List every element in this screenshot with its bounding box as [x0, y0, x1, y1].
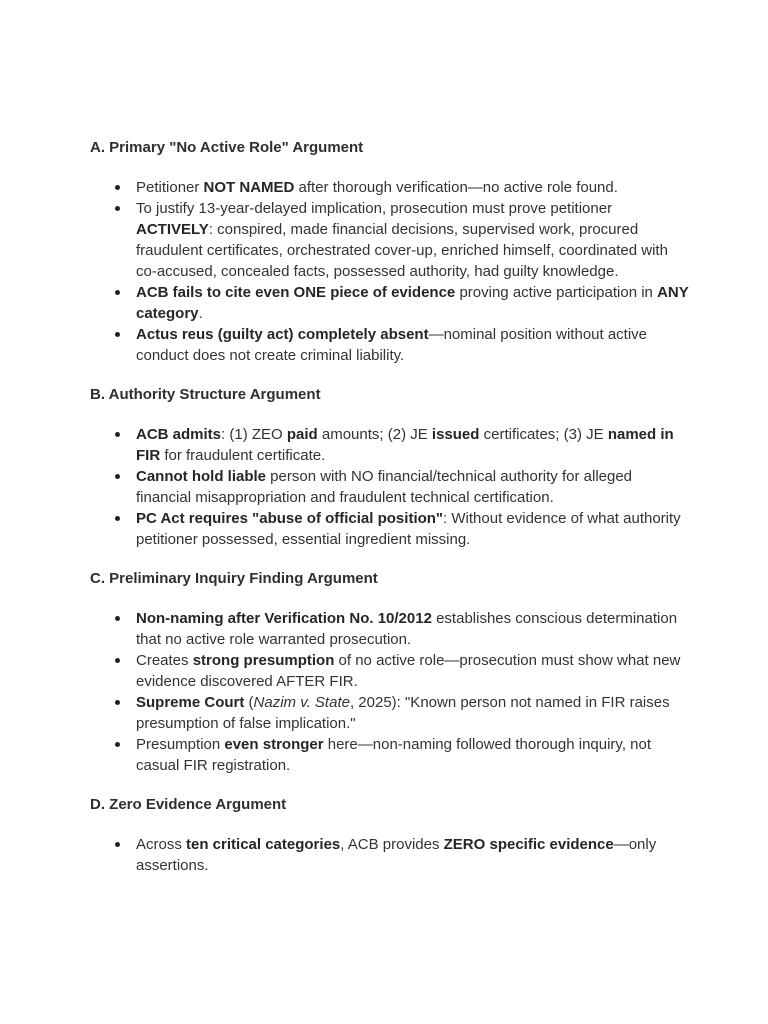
bullet-list [90, 834, 690, 876]
run: of no active role—prosecution must show what new evidence discovered AFTER FIR. [136, 652, 681, 690]
list-item [90, 834, 690, 876]
run: : (1) ZEO [221, 426, 287, 443]
section-b [90, 385, 690, 550]
italic-run: Nazim v. State [253, 694, 350, 711]
list-item [90, 177, 690, 198]
bullet-list [90, 608, 690, 776]
run: establishes conscious determination that no active role warranted prosecution. [136, 610, 678, 648]
section-heading: C. Preliminary Inquiry Finding Argument [90, 570, 378, 587]
bold-run: even stronger [224, 736, 324, 753]
list-item [90, 508, 690, 550]
run: certificates; (3) JE [479, 426, 608, 443]
run: here—non-naming followed thorough inquiry, not casual FIR registration. [136, 736, 651, 774]
bold-run: NOT NAMED [203, 179, 295, 196]
list-item [90, 650, 690, 692]
bold-run: Actus reus (guilty act) completely absent [136, 326, 429, 343]
bold-run: ten critical categories [186, 836, 341, 853]
run: for fraudulent certificate. [160, 447, 326, 464]
list-item [90, 692, 690, 734]
run: ( [244, 694, 254, 711]
bold-run: Non-naming after Verification No. 10/2012 [136, 610, 432, 627]
bold-run: Supreme Court [136, 694, 245, 711]
list-item [90, 466, 690, 508]
bullet-list [90, 424, 690, 550]
list-item [90, 324, 690, 366]
run: : conspired, made financial decisions, supervised work, procured fraudulent certificates, orchestrated cover-up, enriched himself, coordinated with co-accused, concealed facts, possessed authority, had guilty knowledge. [136, 221, 668, 280]
list-item [90, 424, 690, 466]
run: —only assertions. [136, 836, 657, 874]
run: : Without evidence of what authority petitioner possessed, essential ingredient missing. [136, 510, 681, 548]
bold-run: ZERO specific evidence [443, 836, 614, 853]
run: Petitioner [136, 179, 204, 196]
bold-run: ACB fails to cite even ONE piece of evidence [136, 284, 456, 301]
section-c [90, 569, 690, 776]
list-item [90, 198, 690, 282]
bold-run: ACTIVELY [136, 221, 209, 238]
run: Creates [136, 652, 193, 669]
section-heading: B. Authority Structure Argument [90, 386, 321, 403]
list-item [90, 734, 690, 776]
run: amounts; (2) JE [317, 426, 432, 443]
run: —nominal position without active conduct does not create criminal liability. [136, 326, 648, 364]
bold-run: PC Act requires "abuse of official position" [136, 510, 444, 527]
run: person with NO financial/technical authority for alleged financial misappropriation and fraudulent technical certification. [136, 468, 633, 506]
bold-run: ACB admits [136, 426, 222, 443]
bold-run: paid [286, 426, 318, 443]
bold-run: issued [431, 426, 480, 443]
list-item [90, 282, 690, 324]
section-heading: D. Zero Evidence Argument [90, 796, 287, 813]
document-page [90, 138, 690, 895]
run: To justify 13-year-delayed implication, prosecution must prove petitioner [136, 200, 613, 217]
section-a [90, 138, 690, 366]
section-d [90, 795, 690, 876]
list-item [90, 608, 690, 650]
run: Across [136, 836, 187, 853]
run: after thorough verification—no active role found. [294, 179, 618, 196]
run: , 2025): "Known person not named in FIR raises presumption of false implication." [136, 694, 670, 732]
run: proving active participation in [455, 284, 658, 301]
run: , ACB provides [340, 836, 444, 853]
run: Presumption [136, 736, 225, 753]
bold-run: named in FIR [136, 426, 674, 464]
bold-run: strong presumption [192, 652, 335, 669]
section-heading: A. Primary "No Active Role" Argument [90, 139, 364, 156]
run: . [198, 305, 203, 322]
bold-run: Cannot hold liable [136, 468, 266, 485]
bold-run: ANY category [136, 284, 689, 322]
bullet-list [90, 177, 690, 366]
